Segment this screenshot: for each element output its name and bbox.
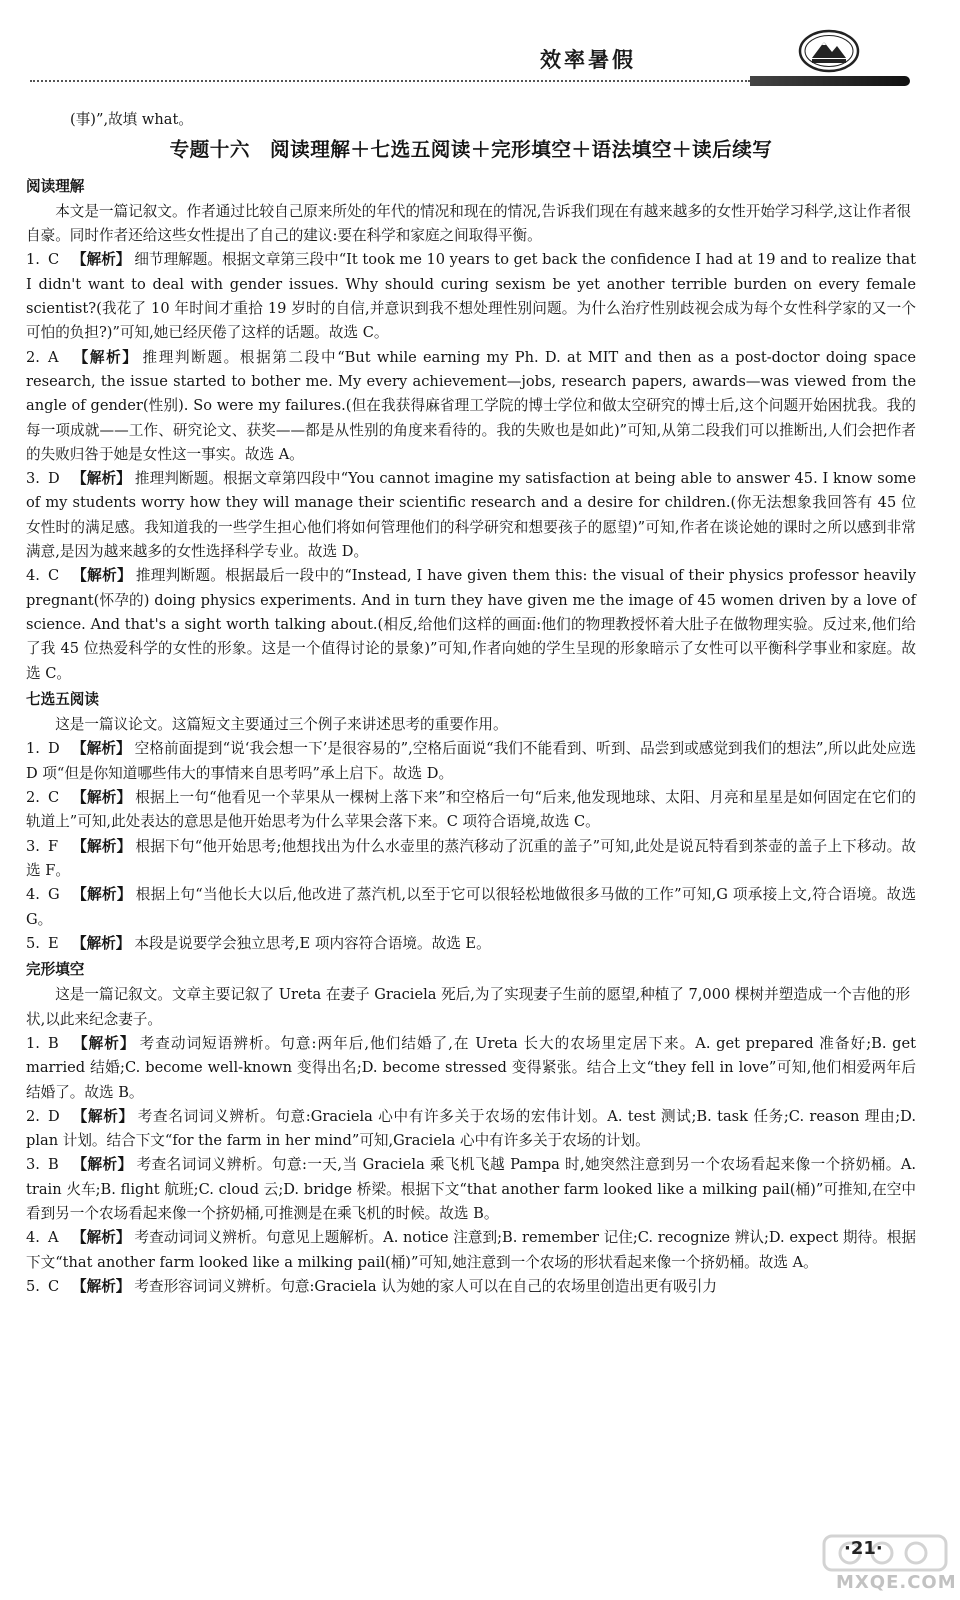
answer-explanation: 考查名词词义辨析。句意:一天,当 Graciela 乘飞机飞越 Pampa 时,她突然注意到另一个农场看起来像一个挤奶桶。A. train 火车;B. flight 航班;C. cloud 云;D. bridge 桥梁。根据下文“that another farm looked like a milking pail(桶)”可推知,在空中看到另一个农场看起来像一个挤奶桶,可推测是在乘飞机的时候。故选 B。 (26, 1156, 916, 1223)
page-number: ·21· (844, 1538, 883, 1559)
answer-number: 4. (26, 567, 40, 585)
answer-explanation: 考查名词词义辨析。句意:Graciela 心中有许多关于农场的宏伟计划。A. test 测试;B. task 任务;C. reason 理由;D. plan 计划。结合下文“for the farm in her mind”可知,Graciela 心中有许多关于农场的计划。 (26, 1107, 916, 1150)
answer-list (26, 1032, 916, 1299)
answer-item (26, 1105, 916, 1154)
answer-list (26, 248, 916, 685)
section-intro: 这是一篇记叙文。文章主要记叙了 Ureta 在妻子 Graciela 死后,为了实现妻子生前的愿望,种植了 7,000 棵树并塑造成一个吉他的形状,以此来纪念妻子。 (26, 986, 911, 1028)
header-dotted-rule (30, 80, 750, 82)
answer-item (26, 1153, 916, 1226)
answer-number: 2. (26, 348, 40, 366)
header-bar (750, 76, 910, 86)
answer-explanation: 推理判断题。根据第二段中“But while earning my Ph. D. at MIT and then as a post-doctor doing space research, the issue started to bother me. My every achievement—jobs, research papers, awards—was viewed from the angle of gender(性别). So were my failures.(但在我获得麻省理工学院的博士学位和做太空研究的博士后,这个问题开始困扰我。我的每一项成就——工作、研究论文、获奖——都是从性别的角度来看待的。我的失败也是如此)”可知,从第二段我们可以推断出,人们会把作者的失败归咎于她是女性这一事实。故选 A。 (26, 348, 916, 463)
answer-number: 1. (26, 1034, 40, 1052)
answer-explanation: 细节理解题。根据文章第三段中“It took me 10 years to get back the confidence I had at 19 and to realize that I didn't want to deal with gender issues. Why should curing sexism be yet another terrible burden on every female scientist?(我花了 10 年时间才重拾 19 岁时的自信,并意识到我不想处理性别问题。为什么治疗性别歧视会成为每个女性科学家的又一个可怕的负担?)”可知,她已经厌倦了这样的话题。故选 C。 (26, 251, 916, 342)
section-intro: 本文是一篇记叙文。作者通过比较自己原来所处的年代的情况和现在的情况,告诉我们现在有越来越多的女性开始学习科学,这让作者很自豪。同时作者还给这些女性提出了自己的建议:要在科学和家庭之间取得平衡。 (26, 202, 911, 245)
section-heading: 阅读理解 (26, 177, 85, 195)
answer-explanation: 根据下句“他开始思考;他想找出为什么水壶里的蒸汽移动了沉重的盖子”可知,此处是说瓦特看到茶壶的盖子上下移动。故选 F。 (26, 837, 916, 879)
header-title: 效率暑假 (540, 48, 636, 72)
topic-title: 专题十六 阅读理解＋七选五阅读＋完形填空＋语法填空＋读后续写 (169, 138, 773, 162)
answer-explanation: 本段是说要学会独立思考,E 项内容符合语境。故选 E。 (134, 934, 491, 952)
answer-list (26, 737, 916, 956)
watermark-text: MXQE.COM (836, 1572, 957, 1593)
answer-letter: D (48, 470, 60, 488)
answer-item (26, 564, 916, 685)
analysis-tag: 【解析】 (72, 934, 131, 952)
answer-letter: A (48, 1229, 59, 1247)
answer-item (26, 1275, 916, 1299)
publisher-logo-icon (798, 28, 860, 74)
analysis-tag: 【解析】 (72, 789, 132, 807)
lead-text: (事)”,故填 what。 (70, 111, 193, 128)
answer-number: 5. (26, 934, 40, 952)
answer-explanation: 根据上句“当他长大以后,他改进了蒸汽机,以至于它可以很轻松地做很多马做的工作”可知,G 项承接上文,符合语境。故选 G。 (26, 886, 916, 928)
analysis-tag: 【解析】 (72, 1156, 133, 1174)
answer-letter: B (48, 1034, 59, 1052)
analysis-tag: 【解析】 (72, 1277, 131, 1295)
answer-item (26, 248, 916, 345)
answer-letter: C (48, 251, 60, 269)
answer-item (26, 737, 916, 786)
answer-number: 3. (26, 837, 40, 855)
analysis-tag: 【解析】 (72, 1107, 134, 1125)
analysis-tag: 【解析】 (72, 837, 132, 855)
answer-letter: G (48, 886, 60, 904)
answer-explanation: 考查形容词词义辨析。句意:Graciela 认为她的家人可以在自己的农场里创造出更有吸引力 (134, 1277, 717, 1295)
answer-letter: B (48, 1156, 59, 1174)
answer-explanation: 推理判断题。根据最后一段中的“Instead, I have given them this: the visual of their physics professor heavily pregnant(怀孕的) doing physics experiments. And in turn they have given me the image of 45 women driven by a love of science. And that's a sight worth talking about.(相反,给他们这样的画面:他们的物理教授怀着大肚子在做物理实验。反过来,他们给了我 45 位热爱科学的女性的形象。这是一个值得讨论的景象)”可知,作者向她的学生呈现的形象暗示了女性可以平衡科学事业和家庭。故选 C。 (26, 567, 916, 682)
answer-item (26, 467, 916, 564)
page-header (0, 0, 960, 96)
answer-number: 2. (26, 1107, 40, 1125)
answer-number: 1. (26, 251, 40, 269)
answer-letter: E (48, 934, 59, 952)
section-seven-five (26, 688, 916, 956)
analysis-tag: 【解析】 (72, 886, 132, 904)
section-heading: 七选五阅读 (26, 690, 99, 708)
section-heading: 完形填空 (26, 961, 85, 979)
section-intro: 这是一篇议论文。这篇短文主要通过三个例子来讲述思考的重要作用。 (55, 716, 508, 734)
analysis-tag: 【解析】 (72, 251, 131, 269)
answer-number: 4. (26, 1229, 40, 1247)
answer-explanation: 推理判断题。根据文章第四段中“You cannot imagine my satisfaction at being able to answer 45. I know some of my students worry how they will manage their scientific research and a desire for children.(你无法想象我回答有 45 位女性时的满足感。我知道我的一些学生担心他们将如何管理他们的科学研究和想要孩子的愿望)”可知,作者在谈论她的课时之所以感到非常满意,是因为越来越多的女性选择科学专业。故选 D。 (26, 470, 916, 561)
analysis-tag: 【解析】 (72, 470, 131, 488)
analysis-tag: 【解析】 (72, 740, 131, 758)
answer-number: 1. (26, 740, 40, 758)
answer-letter: C (48, 1277, 60, 1295)
analysis-tag: 【解析】 (72, 1034, 136, 1052)
answer-explanation: 考查动词短语辨析。句意:两年后,他们结婚了,在 Ureta 长大的农场里定居下来。A. get prepared 准备好;B. get married 结婚;C. become well-known 变得出名;D. become stressed 变得紧张。结合上文“they fell in love”可知,他们相爱两年后结婚了。故选 B。 (26, 1034, 916, 1101)
answer-item (26, 1226, 916, 1275)
analysis-tag: 【解析】 (72, 348, 139, 366)
answer-item (26, 835, 916, 884)
answer-explanation: 空格前面提到“说‘我会想一下’是很容易的”,空格后面说“我们不能看到、听到、品尝到或感觉到我们的想法”,所以此处应选 D 项“但是你知道哪些伟大的事情来自思考吗”承上启下。故选 D。 (26, 740, 916, 782)
answer-letter: A (48, 348, 59, 366)
answer-letter: C (48, 789, 60, 807)
answer-number: 2. (26, 789, 40, 807)
answer-item (26, 346, 916, 467)
answer-number: 5. (26, 1277, 40, 1295)
analysis-tag: 【解析】 (72, 1229, 131, 1247)
section-reading (26, 175, 916, 686)
answer-letter: F (48, 837, 59, 855)
answer-letter: D (48, 740, 60, 758)
answer-number: 4. (26, 886, 40, 904)
answer-explanation: 根据上一句“他看见一个苹果从一棵树上落下来”和空格后一句“后来,他发现地球、太阳、月亮和星星是如何固定在它们的轨道上”可知,此处表达的意思是他开始思考为什么苹果会落下来。C 项符合语境,故选 C。 (26, 789, 916, 831)
answer-letter: D (48, 1107, 60, 1125)
answer-item (26, 883, 916, 932)
analysis-tag: 【解析】 (72, 567, 132, 585)
content (26, 108, 916, 1299)
answer-number: 3. (26, 470, 40, 488)
answer-item (26, 1032, 916, 1105)
answer-number: 3. (26, 1156, 40, 1174)
answer-item (26, 786, 916, 835)
answer-letter: C (48, 567, 60, 585)
answer-explanation: 考查动词词义辨析。句意见上题解析。A. notice 注意到;B. remember 记住;C. recognize 辨认;D. expect 期待。根据下文“that another farm looked like a milking pail(桶)”可知,她注意到一个农场的形状看起来像一个挤奶桶。故选 A。 (26, 1229, 916, 1271)
section-cloze (26, 958, 916, 1299)
answer-item (26, 932, 916, 956)
